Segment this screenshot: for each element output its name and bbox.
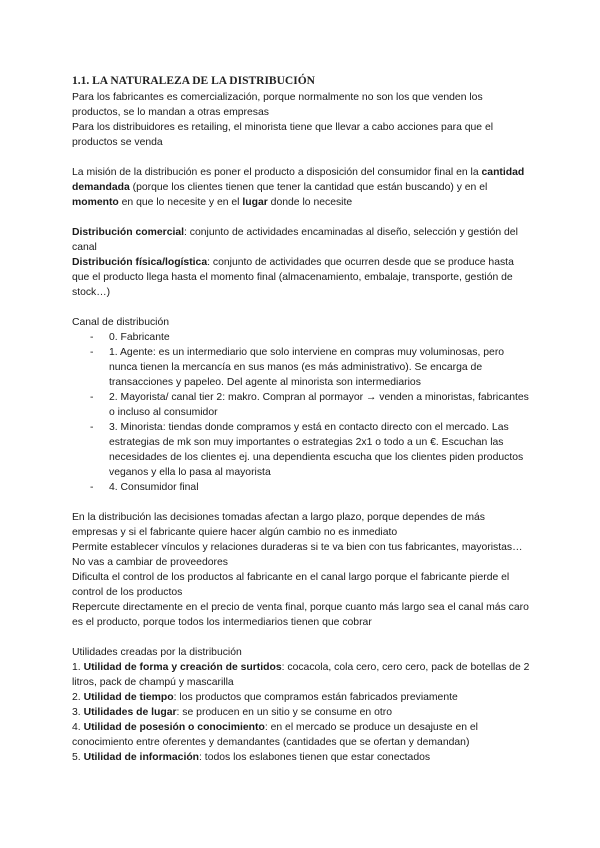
section-title: 1.1. LA NATURALEZA DE LA DISTRIBUCIÓN	[72, 75, 315, 87]
intro-paragraph: Para los fabricantes es comercialización, porque normalmente no son los que venden los productos, se lo mandan a otras empresas	[72, 92, 483, 118]
decision-paragraph: Repercute directamente en el precio de venta final, porque cuanto más largo sea el canal más caro es el producto, porque todos los intermediarios tienen que cobrar	[72, 602, 529, 628]
utility-item	[72, 750, 532, 765]
definition-term: Distribución física/logística	[72, 257, 208, 268]
mission-bold: lugar	[242, 197, 268, 208]
utility-item	[72, 660, 532, 690]
list-item: - 2. Mayorista/ canal tier 2: makro. Compran al pormayor → venden a minoristas, fabricantes o incluso al consumidor	[72, 390, 532, 420]
utility-number: 1.	[72, 662, 84, 673]
utility-item	[72, 705, 532, 720]
utility-number: 4.	[72, 722, 84, 733]
utility-item	[72, 690, 532, 705]
decision-paragraph: En la distribución las decisiones tomadas afectan a largo plazo, porque dependes de más empresas y si el fabricante quiere hacer algún cambio no es inmediato	[72, 512, 485, 538]
utility-number: 2.	[72, 692, 84, 703]
utility-number: 3.	[72, 707, 84, 718]
utility-text: : en el mercado se produce un desajuste en el conocimiento entre oferentes y demandantes (cantidades que se ofertan y demandan)	[72, 722, 478, 748]
mission-bold: momento	[72, 197, 119, 208]
list-item: - 3. Minorista: tiendas donde compramos y está en contacto directo con el mercado. Las estrategias de mk son muy importantes o estrategias 2x1 o todo a un €. Escuchan las necesidades de los clientes ej. una dependienta escucha que los clientes piden productos veganos y ella lo pasa al mayorista	[72, 420, 532, 480]
definition-term: Distribución comercial	[72, 227, 185, 238]
utility-term: Utilidad de forma y creación de surtidos	[83, 662, 282, 673]
list-item: - 4. Consumidor final	[72, 480, 532, 495]
channel-list	[72, 330, 532, 495]
mission-paragraph	[72, 165, 532, 210]
utility-term: Utilidades de lugar	[83, 707, 177, 718]
document-content	[72, 74, 532, 765]
mission-text: La misión de la distribución es poner el producto a disposición del consumidor final en la	[72, 167, 482, 178]
utilities-heading: Utilidades creadas por la distribución	[72, 647, 242, 658]
mission-bold: cantidad demandada	[72, 167, 525, 193]
utility-number: 5.	[72, 752, 84, 763]
decision-paragraph: Permite establecer vínculos y relaciones duraderas si te va bien con tus fabricantes, mayoristas… No vas a cambiar de proveedores	[72, 542, 523, 568]
list-item: - 1. Agente: es un intermediario que solo interviene en compras muy voluminosas, pero nunca tienen la mercancía en sus manos (es más administrativo). Se encarga de transacciones y papeleo. Del agente al minorista son intermediarios	[72, 345, 532, 390]
utility-item	[72, 720, 532, 750]
definition-paragraph	[72, 255, 532, 300]
list-item: - 0. Fabricante	[72, 330, 532, 345]
definition-text: : conjunto de actividades que ocurren desde que se produce hasta que el producto llega hasta el momento final (almacenamiento, embalaje, transporte, gestión de stock…)	[72, 257, 514, 298]
mission-text: donde lo necesite	[267, 197, 353, 208]
utility-term: Utilidad de posesión o conocimiento	[83, 722, 265, 733]
definition-text: : conjunto de actividades encaminadas al diseño, selección y gestión del canal	[72, 227, 518, 253]
utility-term: Utilidad de tiempo	[83, 692, 174, 703]
decision-paragraph: Dificulta el control de los productos al fabricante en el canal largo porque el fabricante pierde el control de los productos	[72, 572, 510, 598]
definition-paragraph	[72, 225, 532, 255]
mission-text: (porque los clientes tienen que tener la cantidad que están buscando) y en el	[129, 182, 488, 193]
utility-text: : se producen en un sitio y se consume en otro	[176, 707, 392, 718]
utility-term: Utilidad de información	[83, 752, 200, 763]
channel-heading: Canal de distribución	[72, 317, 170, 328]
utility-text: : cocacola, cola cero, cero cero, pack de botellas de 2 litros, pack de champú y mascarilla	[72, 662, 530, 688]
mission-text: en que lo necesite y en el	[118, 197, 243, 208]
utility-text: : los productos que compramos están fabricados previamente	[173, 692, 458, 703]
utility-text: : todos los eslabones tienen que estar conectados	[199, 752, 431, 763]
intro-paragraph: Para los distribuidores es retailing, el minorista tiene que llevar a cabo acciones para que el productos se venda	[72, 122, 494, 148]
